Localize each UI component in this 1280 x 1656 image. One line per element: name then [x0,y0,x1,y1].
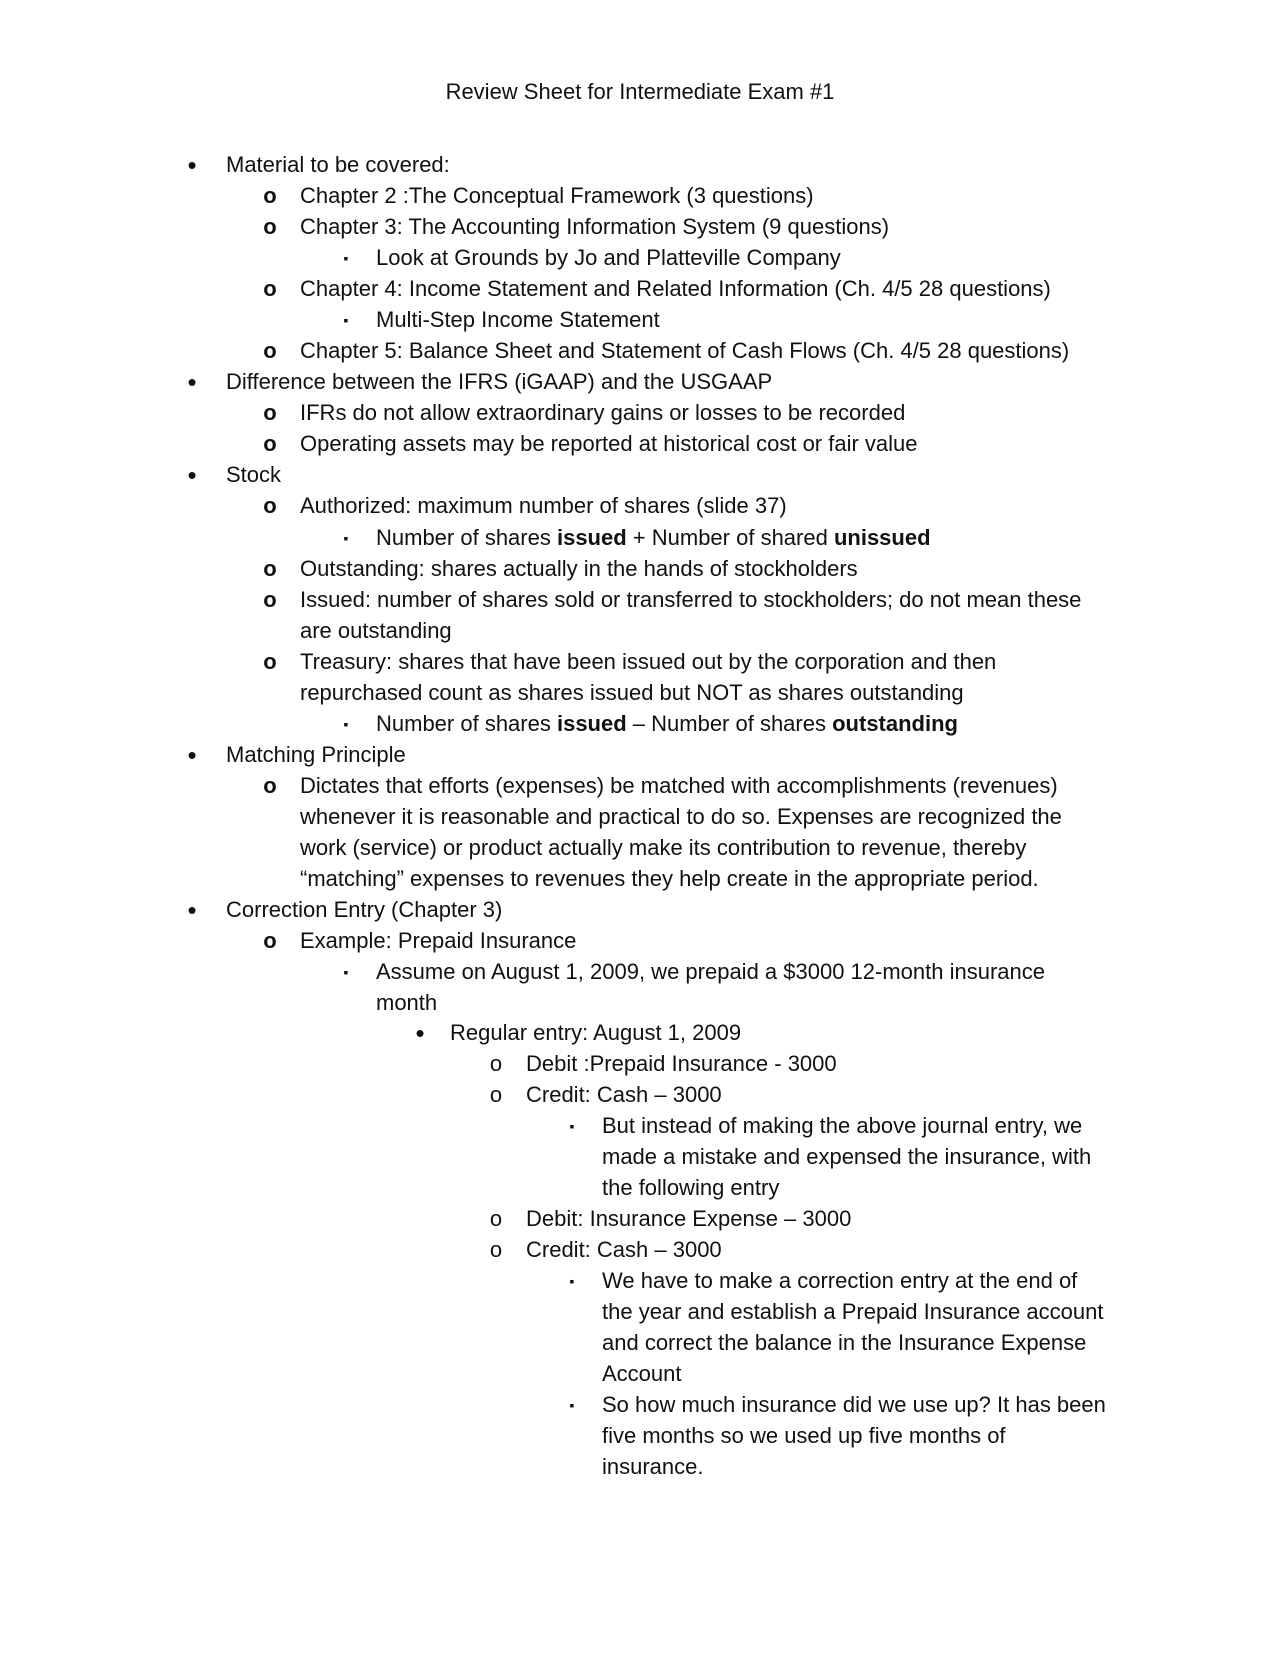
list-item: Credit: Cash – 3000 [526,1082,722,1107]
bullet-marker: • [187,895,197,925]
list-item: Multi-Step Income Statement [376,307,660,332]
list-item: Debit :Prepaid Insurance - 3000 [526,1051,837,1076]
list-item-continuation: Account [602,1361,682,1386]
list-item: Operating assets may be reported at historical cost or fair value [300,431,918,456]
bullet-marker: • [415,1018,425,1048]
list-item: But instead of making the above journal entry, we [602,1113,1083,1138]
list-item [376,523,931,553]
list-item-continuation: five months so we used up five months of [602,1423,1006,1448]
list-item: Chapter 4: Income Statement and Related Information (Ch. 4/5 28 questions) [300,276,1051,301]
list-item-continuation: work (service) or product actually make its contribution to revenue, thereby [300,835,1027,860]
list-item-continuation: whenever it is reasonable and practical to do so. Expenses are recognized the [300,804,1062,829]
text-run: Number of shares [376,711,557,736]
circle-marker: o [263,183,277,208]
list-item-continuation: “matching” expenses to revenues they help create in the appropriate period. [300,866,1039,891]
list-item: Chapter 3: The Accounting Information System (9 questions) [300,214,890,239]
circle-marker: o [263,587,277,612]
bold-text: unissued [833,525,931,550]
square-marker: ▪ [343,716,349,732]
circle-marker: o [263,338,277,363]
bullet-marker: • [187,460,197,490]
bold-text: issued [556,711,627,736]
list-item: So how much insurance did we use up? It has been [602,1392,1106,1417]
list-item-continuation: made a mistake and expensed the insurance, with [602,1144,1092,1169]
list-item: We have to make a correction entry at the end of [602,1268,1078,1293]
square-marker: ▪ [569,1273,575,1289]
text-run: Number of shares [376,525,557,550]
bullet-marker: • [187,150,197,180]
bullet-marker: • [187,740,197,770]
page-title: Review Sheet for Intermediate Exam #1 [445,79,835,104]
list-item: Authorized: maximum number of shares (slide 37) [300,493,787,518]
square-marker: ▪ [569,1118,575,1134]
list-item: Stock [226,462,282,487]
list-item: Credit: Cash – 3000 [526,1237,722,1262]
list-item: Matching Principle [226,742,406,767]
bold-text: issued [556,525,627,550]
list-item-continuation: the year and establish a Prepaid Insurance account [602,1299,1104,1324]
list-item: Treasury: shares that have been issued out by the corporation and then [300,649,997,674]
circle-marker: o [489,1082,503,1107]
circle-marker: o [263,214,277,239]
text-run: + Number of shared [626,525,834,550]
circle-marker: o [263,773,277,798]
list-item: Debit: Insurance Expense – 3000 [526,1206,852,1231]
list-item-continuation: and correct the balance in the Insurance Expense [602,1330,1087,1355]
list-item-continuation: are outstanding [300,618,452,643]
list-item-continuation: month [376,990,438,1015]
list-item: Example: Prepaid Insurance [300,928,577,953]
list-item: Dictates that efforts (expenses) be matched with accomplishments (revenues) [300,773,1058,798]
list-item-continuation: insurance. [602,1454,704,1479]
list-item [376,709,958,739]
list-item: Chapter 5: Balance Sheet and Statement of Cash Flows (Ch. 4/5 28 questions) [300,338,1070,363]
list-item: Regular entry: August 1, 2009 [450,1020,742,1045]
circle-marker: o [263,431,277,456]
circle-marker: o [489,1051,503,1076]
list-item: Difference between the IFRS (iGAAP) and the USGAAP [226,369,773,394]
bullet-marker: • [187,367,197,397]
list-item: Assume on August 1, 2009, we prepaid a $3000 12-month insurance [376,959,1046,984]
circle-marker: o [489,1237,503,1262]
circle-marker: o [263,649,277,674]
circle-marker: o [489,1206,503,1231]
list-item-continuation: the following entry [602,1175,780,1200]
circle-marker: o [263,928,277,953]
list-item: Correction Entry (Chapter 3) [226,897,503,922]
list-item: Look at Grounds by Jo and Platteville Company [376,245,841,270]
square-marker: ▪ [569,1397,575,1413]
bold-text: outstanding [832,711,958,736]
circle-marker: o [263,276,277,301]
circle-marker: o [263,493,277,518]
list-item: IFRs do not allow extraordinary gains or losses to be recorded [300,400,906,425]
list-item: Outstanding: shares actually in the hands of stockholders [300,556,858,581]
circle-marker: o [263,400,277,425]
square-marker: ▪ [343,530,349,546]
list-item: Chapter 2 :The Conceptual Framework (3 questions) [300,183,814,208]
square-marker: ▪ [343,964,349,980]
list-item: Material to be covered: [226,152,450,177]
list-item: Issued: number of shares sold or transferred to stockholders; do not mean these [300,587,1082,612]
list-item-continuation: repurchased count as shares issued but NOT as shares outstanding [300,680,964,705]
text-run: – Number of shares [626,711,833,736]
square-marker: ▪ [343,312,349,328]
square-marker: ▪ [343,250,349,266]
circle-marker: o [263,556,277,581]
